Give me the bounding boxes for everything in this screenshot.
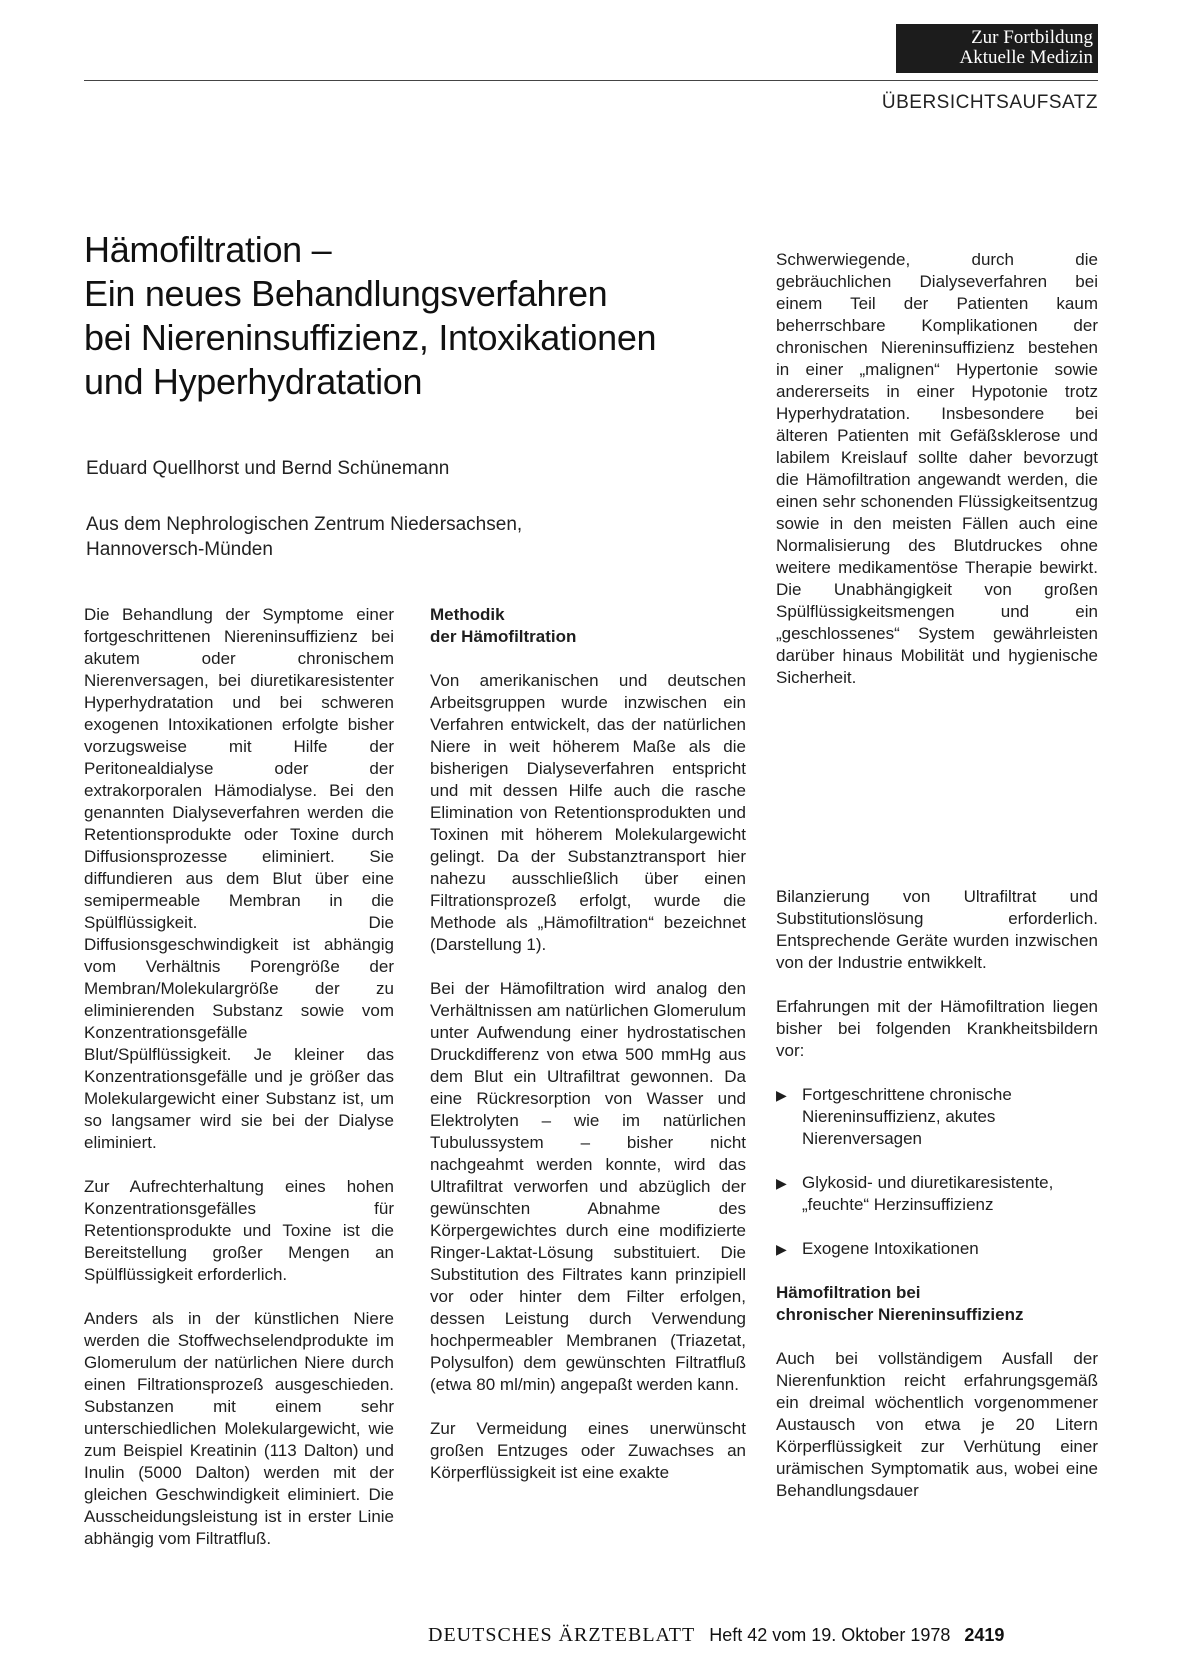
list-item — [776, 1084, 1098, 1150]
list-item-text: Fortgeschrittene chronische Niereninsuffizienz, akutes Nierenversagen — [802, 1085, 1012, 1148]
title-line-1: Hämofiltration – — [84, 229, 332, 270]
paragraph: Bei der Hämofiltration wird analog den Verhältnissen am natürlichen Glomerulum unter Aufwendung einer hydrostatischen Druckdifferenz von etwa 500 mmHg aus dem Blut ein Ultrafiltrat gewonnen. Da eine Rückresorption von Wasser und Elektrolyten – wie im natürlichen Tubulussystem – bisher nicht nachgeahmt werden konnte, wird das Ultrafiltrat verworfen und abzüglich der gewünschten Abnahme des Körpergewichtes durch eine modifizierte Ringer-Laktat-Lösung substituiert. Die Substitution des Filtrates kann prinzipiell vor oder hinter dem Filter erfolgen, dessen Leistung durch Verwendung hochpermeabler Membranen (Triazetat, Polysulfon) dem gewünschten Filtratfluß (etwa 80 ml/min) angepaßt werden kann. — [430, 979, 746, 1394]
header-rule — [84, 80, 1098, 81]
issue-info: Heft 42 vom 19. Oktober 1978 — [709, 1625, 951, 1645]
paragraph: Auch bei vollständigem Ausfall der Nierenfunktion reicht erfahrungsgemäß ein dreimal wöchentlich vorgenommener Austausch von etwa je 20 Litern Körperflüssigkeit zur Verhütung einer urämischen Symptomatik aus, wobei eine Behandlungsdauer — [776, 1349, 1098, 1500]
column-1 — [84, 604, 394, 1572]
paragraph: Erfahrungen mit der Hämofiltration liegen bisher bei folgenden Krankheitsbildern vor: — [776, 997, 1098, 1060]
column-3-top — [776, 249, 1098, 711]
affiliation-line-1: Aus dem Nephrologischen Zentrum Niedersachsen, — [86, 514, 523, 535]
heading-line: chronischer Niereninsuffizienz — [776, 1305, 1024, 1324]
triangle-bullet-icon: ▶ — [776, 1241, 787, 1257]
paragraph: Zur Vermeidung eines unerwünscht großen Entzuges oder Zuwachses an Körperflüssigkeit ist eine exakte — [430, 1419, 746, 1482]
heading-line: Methodik — [430, 605, 505, 624]
triangle-bullet-icon: ▶ — [776, 1087, 787, 1103]
article-type-label: ÜBERSICHTSAUFSATZ — [881, 92, 1098, 113]
journal-name: DEUTSCHES ÄRZTEBLATT — [428, 1624, 696, 1646]
paragraph: Die Behandlung der Symptome einer fortgeschrittenen Niereninsuffizienz bei akutem oder chronischem Nierenversagen, bei diuretikaresistenter Hyperhydratation und bei schweren exogenen Intoxikationen erfolgte bisher vorzugsweise mit Hilfe der Peritonealdialyse oder der extrakorporalen Hämodialyse. Bei den genannten Dialyseverfahren werden die Retentionsprodukte oder Toxine durch Diffusionsprozesse eliminiert. Sie diffundieren aus dem Blut über eine semipermeable Membran in die Spülflüssigkeit. Die Diffusionsgeschwindigkeit ist abhängig vom Verhältnis Porengröße der Membran/Molekulargröße der zu eliminierenden Substanz sowie vom Konzentrationsgefälle Blut/Spülflüssigkeit. Je kleiner das Konzentrationsgefälle und je größer das Molekulargewicht einer Substanz ist, um so langsamer wird sie bei der Dialyse eliminiert. — [84, 605, 394, 1152]
section-badge — [896, 24, 1098, 73]
badge-line-1: Zur Fortbildung — [971, 27, 1093, 48]
section-heading-methodik — [430, 604, 746, 648]
paragraph: Schwerwiegende, durch die gebräuchlichen Dialyseverfahren bei einem Teil der Patienten kaum beherrschbare Komplikationen der chronischen Niereninsuffizienz bestehen in einer „malignen“ Hypertonie sowie andererseits in einer Hypotonie trotz Hyperhydratation. Insbesondere bei älteren Patienten mit Gefäßsklerose und labilem Kreislauf sollte daher bevorzugt die Hämofiltration angewandt werden, die einen sehr schonenden Flüssigkeitsentzug sowie in den meisten Fällen auch eine Normalisierung des Blutdruckes ohne weitere medikamentöse Therapie bewirkt. Die Unabhängigkeit von großen Spülflüssigkeitsmengen und ein „geschlossenes“ System gewährleisten darüber hinaus Mobilität und hygienische Sicherheit. — [776, 250, 1098, 687]
heading-line: Hämofiltration bei — [776, 1283, 921, 1302]
authors: Eduard Quellhorst und Bernd Schünemann — [86, 458, 450, 479]
triangle-bullet-icon: ▶ — [776, 1175, 787, 1191]
page-number: 2419 — [964, 1625, 1005, 1645]
page-footer — [428, 1624, 1098, 1647]
paragraph: Zur Aufrechterhaltung eines hohen Konzentrationsgefälles für Retentionsprodukte und Toxine ist die Bereitstellung großer Mengen an Spülflüssigkeit erforderlich. — [84, 1177, 394, 1284]
title-line-2: Ein neues Behandlungsverfahren — [84, 273, 608, 314]
list-item-text: Exogene Intoxikationen — [802, 1239, 979, 1258]
article-title — [84, 228, 764, 404]
section-heading-chronische-niereninsuffizienz — [776, 1282, 1098, 1326]
column-2 — [430, 604, 746, 1506]
list-item — [776, 1238, 1098, 1260]
affiliation — [86, 512, 522, 562]
list-item-text: Glykosid- und diuretikaresistente, „feuchte“ Herzinsuffizienz — [802, 1173, 1054, 1214]
affiliation-line-2: Hannoversch-Münden — [86, 539, 273, 560]
paragraph: Von amerikanischen und deutschen Arbeitsgruppen wurde inzwischen ein Verfahren entwickelt, das der natürlichen Niere in weit höherem Maße als die bisherigen Dialyseverfahren entspricht und mit dessen Hilfe auch die rasche Elimination von Retentionsprodukten und Toxinen mit höherem Molekulargewicht gelingt. Da der Substanztransport hier nahezu ausschließlich über einen Filtrationsprozeß erfolgt, wurde die Methode als „Hämofiltration“ bezeichnet (Darstellung 1). — [430, 671, 746, 954]
title-line-4: und Hyperhydratation — [84, 361, 423, 402]
column-3-bottom — [776, 886, 1098, 1524]
paragraph: Bilanzierung von Ultrafiltrat und Substitutionslösung erforderlich. Entsprechende Geräte wurden inzwischen von der Industrie entwikkelt. — [776, 887, 1098, 972]
paragraph: Anders als in der künstlichen Niere werden die Stoffwechselendprodukte im Glomerulum der natürlichen Niere durch einen Filtrationsprozeß ausgeschieden. Substanzen mit einem sehr unterschiedlichen Molekulargewicht, wie zum Beispiel Kreatinin (113 Dalton) und Inulin (5000 Dalton) werden mit der gleichen Geschwindigkeit eliminiert. Die Ausscheidungsleistung ist in erster Linie abhängig vom Filtratfluß. — [84, 1309, 394, 1548]
list-item — [776, 1172, 1098, 1216]
title-line-3: bei Niereninsuffizienz, Intoxikationen — [84, 317, 657, 358]
badge-line-2: Aktuelle Medizin — [959, 47, 1093, 68]
heading-line: der Hämofiltration — [430, 627, 577, 646]
